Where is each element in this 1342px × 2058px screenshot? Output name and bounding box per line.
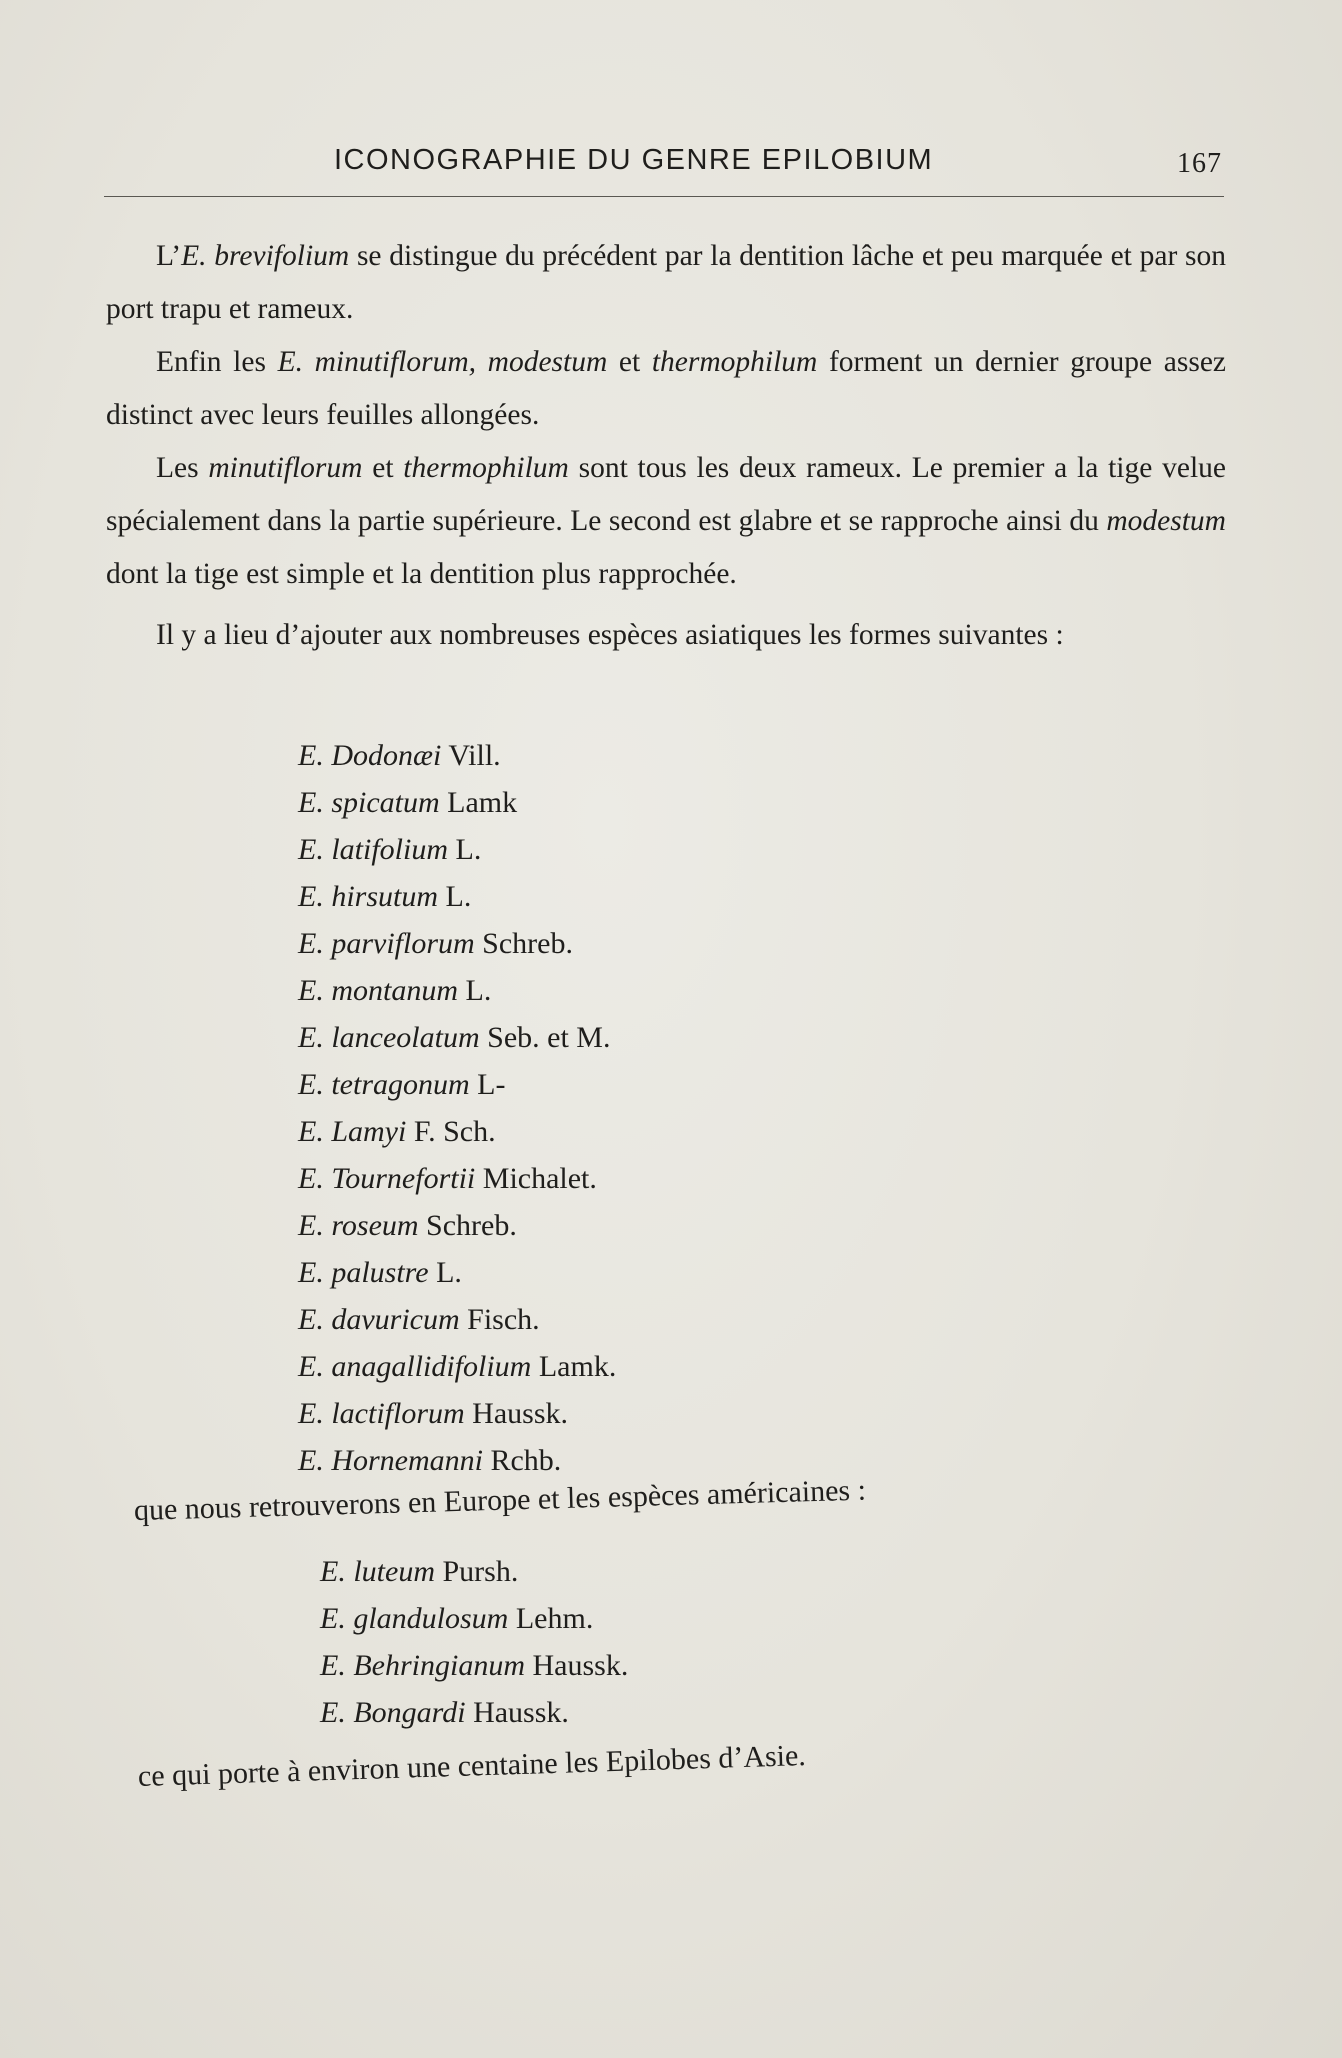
species-name: spicatum <box>331 786 440 819</box>
text-segment: Enfin les <box>156 346 278 378</box>
species-genus: E. <box>320 1696 346 1729</box>
species-name: Dodonæi <box>331 739 442 772</box>
species-entry <box>298 1108 616 1155</box>
species-genus: E. <box>298 1162 324 1195</box>
species-entry <box>298 732 616 779</box>
paragraph <box>106 609 1226 662</box>
species-genus: E. <box>298 1256 324 1289</box>
species-author: Lamk. <box>538 1350 617 1383</box>
text-segment: L’ <box>156 240 182 272</box>
species-name: hirsutum <box>331 880 439 913</box>
text-segment: et <box>607 346 652 378</box>
species-genus: E. <box>298 1115 324 1148</box>
text-segment-italic: thermophilum <box>403 452 569 484</box>
species-name: latifolium <box>331 833 449 866</box>
species-name: tetragonum <box>331 1068 470 1101</box>
species-entry <box>298 920 616 967</box>
species-name: Behringianum <box>353 1649 525 1682</box>
text-segment: se distingue du précédent par la dentition lâche et peu marquée et par son port trapu et rameux. <box>106 240 1226 325</box>
species-name: davuricum <box>331 1303 460 1336</box>
species-name: luteum <box>353 1555 435 1588</box>
species-name: lactiflorum <box>331 1397 465 1430</box>
species-entry <box>298 826 616 873</box>
species-entry <box>298 1390 616 1437</box>
species-entry <box>320 1689 628 1736</box>
species-author: Pursh. <box>442 1555 519 1588</box>
species-author: Lehm. <box>515 1602 594 1635</box>
connector-line: que nous retrouverons en Europe et les espèces américaines : <box>133 1473 867 1527</box>
species-genus: E. <box>298 880 324 913</box>
text-segment: Il y a lieu d’ajouter aux nombreuses espèces asiatiques les formes suivantes : <box>156 619 1064 651</box>
species-author: Rchb. <box>490 1444 562 1477</box>
species-name: roseum <box>331 1209 419 1242</box>
species-author: L. <box>445 880 472 913</box>
species-genus: E. <box>320 1649 346 1682</box>
page-number: 167 <box>1177 148 1222 179</box>
species-genus: E. <box>298 1209 324 1242</box>
species-author: Haussk. <box>532 1649 629 1682</box>
asian-species-list <box>298 732 616 1484</box>
paragraph <box>106 336 1226 442</box>
species-genus: E. <box>320 1555 346 1588</box>
species-entry <box>320 1642 628 1689</box>
species-name: palustre <box>331 1256 429 1289</box>
species-name: montanum <box>331 974 458 1007</box>
species-author: L. <box>455 833 482 866</box>
text-segment: forment un dernier groupe assez distinct avec leurs feuilles allongées. <box>106 346 1227 431</box>
species-author: Haussk. <box>472 1397 569 1430</box>
species-name: Lamyi <box>331 1115 407 1148</box>
species-genus: E. <box>298 1068 324 1101</box>
text-segment-italic: modestum <box>1106 505 1226 537</box>
species-author: L- <box>477 1068 506 1101</box>
species-author: Seb. et M. <box>487 1021 611 1054</box>
species-entry <box>320 1548 628 1595</box>
species-entry <box>298 1343 616 1390</box>
text-segment-italic: E. minutiflorum, modestum <box>277 346 608 378</box>
species-genus: E. <box>298 974 324 1007</box>
species-genus: E. <box>298 786 324 819</box>
species-entry <box>298 1249 616 1296</box>
text-segment-italic: minutiflorum <box>208 452 363 484</box>
closing-line: ce qui porte à environ une centaine les Epilobes d’Asie. <box>137 1739 807 1793</box>
species-author: L. <box>465 974 492 1007</box>
text-segment-italic: thermophilum <box>651 346 818 378</box>
text-segment: et <box>362 452 404 484</box>
species-genus: E. <box>298 1303 324 1336</box>
species-genus: E. <box>298 1397 324 1430</box>
species-genus: E. <box>298 927 324 960</box>
text-segment: Les <box>156 452 209 484</box>
paragraph <box>106 442 1226 601</box>
body-text <box>106 230 1226 662</box>
species-name: anagallidifolium <box>331 1350 532 1383</box>
species-name: Bongardi <box>353 1696 466 1729</box>
species-name: glandulosum <box>353 1602 509 1635</box>
species-author: Schreb. <box>482 927 573 960</box>
species-entry <box>298 1437 616 1484</box>
species-genus: E. <box>320 1602 346 1635</box>
text-segment: dont la tige est simple et la dentition plus rapprochée. <box>106 558 737 590</box>
species-name: lanceolatum <box>331 1021 480 1054</box>
species-entry <box>298 1061 616 1108</box>
species-genus: E. <box>298 1350 324 1383</box>
species-genus: E. <box>298 833 324 866</box>
species-author: Schreb. <box>426 1209 517 1242</box>
species-entry <box>320 1595 628 1642</box>
paragraph <box>106 230 1226 336</box>
species-entry <box>298 967 616 1014</box>
species-name: parviflorum <box>331 927 475 960</box>
species-genus: E. <box>298 1444 324 1477</box>
species-entry <box>298 1296 616 1343</box>
species-genus: E. <box>298 739 324 772</box>
running-head: ICONOGRAPHIE DU GENRE EPILOBIUM <box>334 144 934 176</box>
species-author: Lamk <box>447 786 518 819</box>
page-header <box>104 134 1224 194</box>
species-name: Tournefortii <box>331 1162 476 1195</box>
species-entry <box>298 1155 616 1202</box>
species-genus: E. <box>298 1021 324 1054</box>
species-author: Fisch. <box>467 1303 540 1336</box>
text-segment: sont tous les deux rameux. Le premier a la tige velue spécialement dans la partie supérieure. Le second est glabre et se rapproche ainsi du <box>106 452 1226 537</box>
species-name: Hornemanni <box>331 1444 483 1477</box>
american-species-list <box>320 1548 628 1736</box>
species-entry <box>298 1202 616 1249</box>
species-author: F. Sch. <box>413 1115 496 1148</box>
species-author: Michalet. <box>482 1162 597 1195</box>
text-segment-italic: E. brevifolium <box>181 240 350 272</box>
species-entry <box>298 873 616 920</box>
species-author: Vill. <box>448 739 501 772</box>
species-entry <box>298 1014 616 1061</box>
species-author: L. <box>436 1256 462 1289</box>
species-entry <box>298 779 616 826</box>
species-author: Haussk. <box>473 1696 569 1729</box>
header-rule <box>104 196 1224 197</box>
